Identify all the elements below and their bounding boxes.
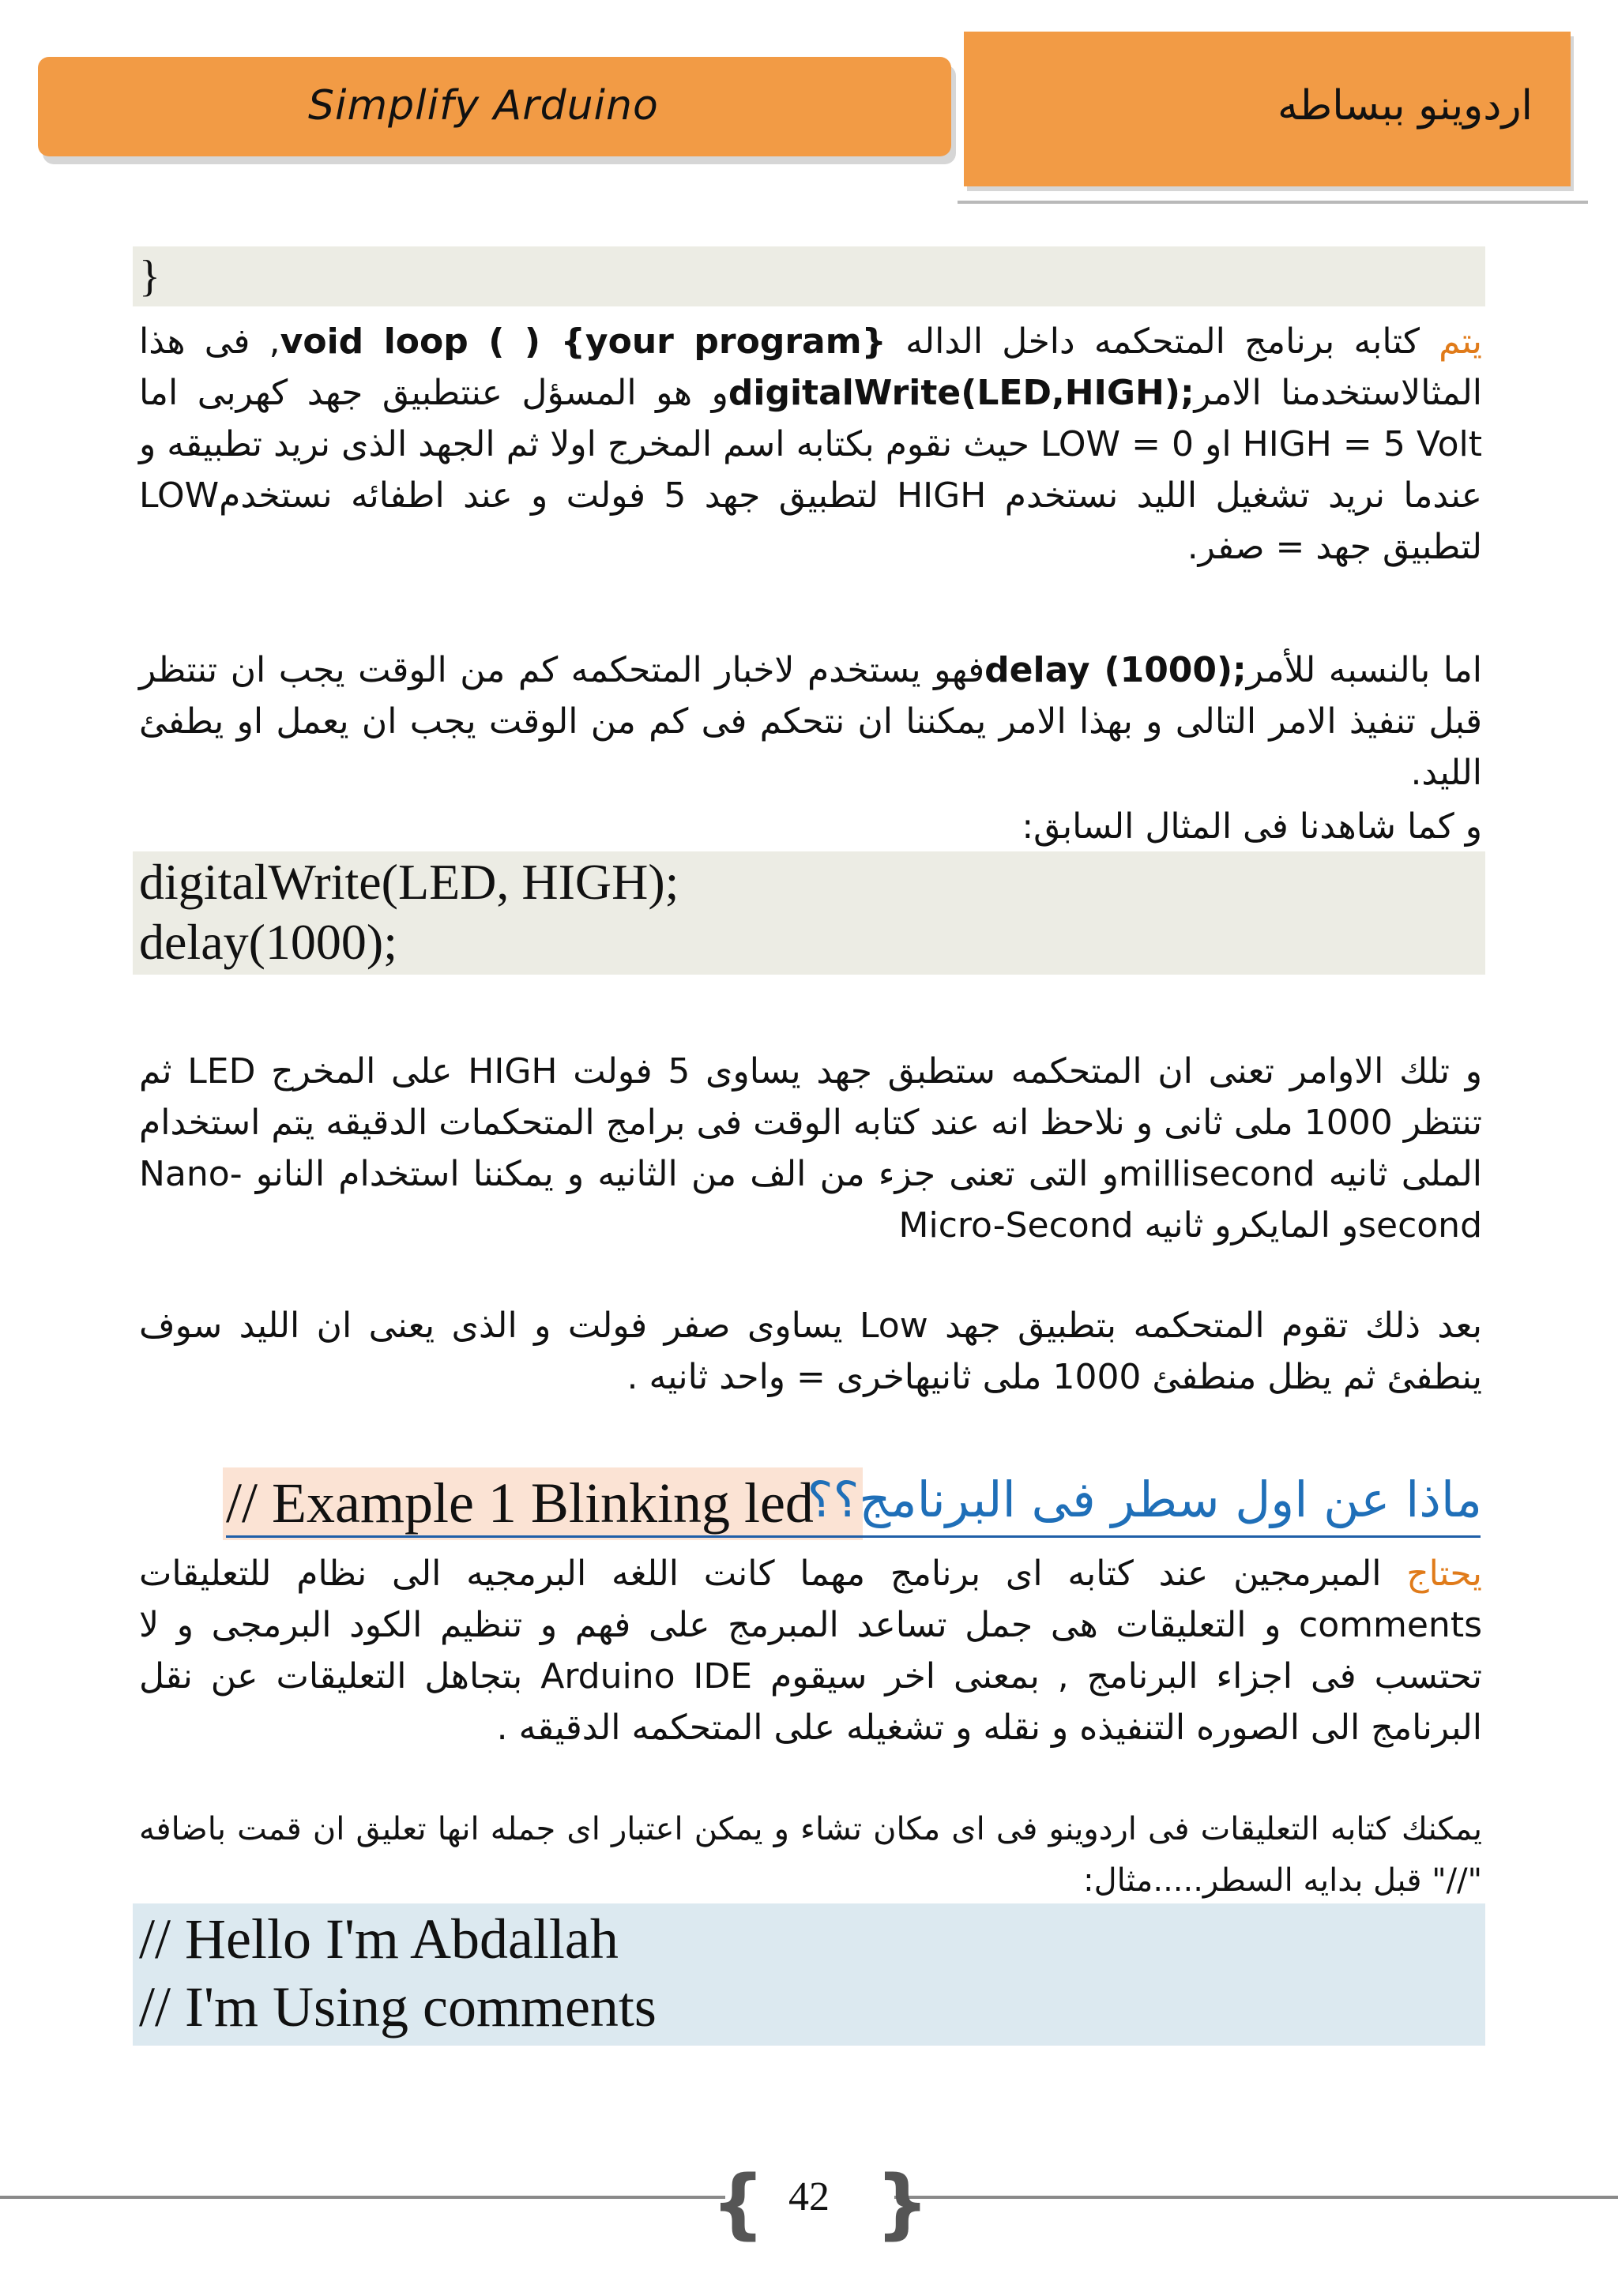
code-line-1: digitalWrite(LED, HIGH); (139, 854, 679, 910)
paragraph-low-explanation: بعد ذلك تقوم المتحكمه بتطبيق جهد Low يساوى صفر فولت و الذى يعنى ان الليد سوف ينطفئ ثم يظل منطفئ 1000 ملى ثانيهاخرى = واحد ثانيه . (139, 1306, 1482, 1397)
paragraph-high-explanation: و تلك الاوامر تعنى ان المتحكمه ستطبق جهد يساوى 5 فولت HIGH على المخرج LED ثم تنتظر 1000 ملى ثانى و نلاحظ انه عند كتابه الوقت فى برامج المتحكمات الدقيقه يتم استخدام الملى ثانيه millisecondو التى تعنى جزء من الف من الثانيه و يمكننا استخدام النانو -Nano secondو المايكرو ثانيه Micro-Second (139, 1051, 1483, 1246)
paragraph-as-seen: و كما شاهدنا فى المثال السابق: (1022, 806, 1482, 847)
para1-lead: يتم (1439, 321, 1482, 362)
closing-brace: } (139, 252, 160, 301)
para1-text-a: كتابه برنامج المتحكمه داخل الداله (886, 321, 1439, 362)
page-number: 42 (788, 2174, 830, 2219)
paragraph-delay-description (139, 644, 1482, 799)
comment-line-2: // I'm Using comments (139, 1975, 657, 2039)
right-brace-icon: } (875, 2159, 930, 2248)
header-left-title: Simplify Arduino (308, 82, 659, 130)
para2-text-b: فهو يستخدم لاخبار المتحكمه كم من الوقت يجب ان تنتظر قبل تنفيذ الامر التالى و بهذا الامر يمكننا ان نتحكم فى كم من الوقت يجب ان يعمل او يطفئ الليد. (139, 650, 1482, 793)
footer-line-left (0, 2196, 725, 2199)
header-divider (958, 201, 1588, 204)
paragraph-loop-description (139, 316, 1482, 573)
paragraph-comment-syntax: يمكنك كتابه التعليقات فى اردوينو فى اى مكان تشاء و يمكن اعتبار اى جمله انها تعليق ان قمت باضافه "//" قبل بدايه السطر.....مثال: (139, 1811, 1482, 1899)
para6-lead: يحتاج (1406, 1554, 1482, 1594)
para2-code: delay (1000); (984, 650, 1247, 690)
section-question-heading: ماذا عن اول سطر فى البرنامج؟؟ (807, 1471, 1482, 1528)
header-right-title: اردوينو ببساطه (1277, 82, 1533, 130)
para1-text-c: و هو المسؤل عنتطبيق جهد كهربى اما HIGH = 5 Volt او LOW = 0 حيث نقوم بكتابه اسم المخرج اولا ثم الجهد الذى نريد تطبيقه و عندما نريد تشغيل الليد نستخدم HIGH لتطبيق جهد 5 فولت و عند اطفائه نستخدمLOW لتطبيق جهد = صفر. (139, 373, 1483, 567)
para1-code2: digitalWrite(LED,HIGH); (728, 373, 1195, 413)
para1-code: void loop ( ) {your program} (280, 321, 886, 362)
code-line-2: delay(1000); (139, 914, 397, 970)
left-brace-icon: { (711, 2159, 766, 2248)
footer-line-right (894, 2196, 1618, 2199)
heading-underline (226, 1535, 1481, 1538)
para6-text: المبرمجين عند كتابه اى برنامج مهما كانت اللغه البرمجيه الى نظام للتعليقات comments و التعليقات هى جمل تساعد المبرمج على فهم و تنظيم الكود البرمجى و لا تحتسب فى اجزاء البرنامج , بمعنى اخر سيقوم Arduino IDE بتجاهل التعليقات عن نقل البرنامج الى الصوره التنفيذه و نقله و تشغيله على المتحكمه الدقيقه . (139, 1554, 1482, 1748)
example-heading: // Example 1 Blinking led (226, 1471, 814, 1535)
code-strip-top (133, 246, 1485, 306)
para2-text-a: اما بالنسبه للأمر (1246, 650, 1482, 690)
para1-text-b: , فى هذا المثالاستخدمنا الامر (139, 321, 1483, 413)
comment-line-1: // Hello I'm Abdallah (139, 1907, 619, 1971)
paragraph-comments-intro (139, 1548, 1482, 1753)
